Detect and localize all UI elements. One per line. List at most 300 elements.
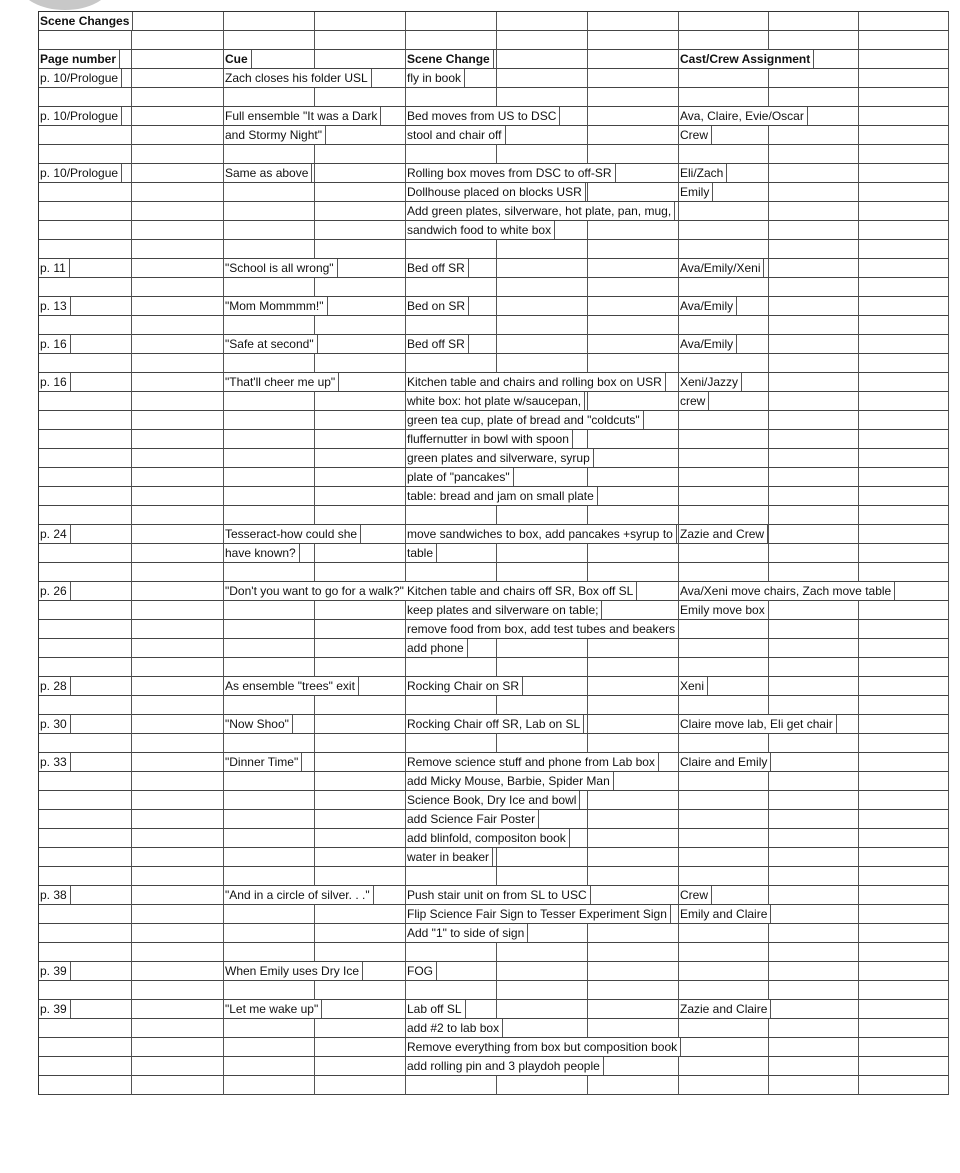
cell bbox=[679, 1076, 769, 1095]
cell bbox=[406, 240, 497, 259]
cell bbox=[39, 202, 132, 221]
cell bbox=[497, 145, 588, 164]
cell bbox=[224, 867, 315, 886]
cell bbox=[679, 772, 769, 791]
cell bbox=[679, 639, 769, 658]
page-number: p. 24 bbox=[40, 525, 71, 543]
cell bbox=[679, 981, 769, 1000]
cell bbox=[769, 221, 859, 240]
cell bbox=[588, 107, 679, 126]
title-row bbox=[39, 12, 949, 31]
cell bbox=[315, 468, 406, 487]
cell bbox=[39, 31, 132, 50]
cell bbox=[769, 126, 859, 145]
cell bbox=[315, 487, 406, 506]
cell bbox=[132, 981, 224, 1000]
blank-row bbox=[39, 145, 949, 164]
cell bbox=[224, 487, 315, 506]
cell bbox=[859, 772, 949, 791]
scene-change: Add green plates, silverware, hot plate, pan, mug, bbox=[407, 202, 675, 220]
cell bbox=[588, 544, 679, 563]
cell bbox=[39, 88, 132, 107]
cell bbox=[679, 88, 769, 107]
scene-change: move sandwiches to box, add pancakes +syrup to bbox=[407, 525, 677, 543]
cell bbox=[132, 126, 224, 145]
cell bbox=[859, 905, 949, 924]
cell bbox=[769, 316, 859, 335]
cell bbox=[224, 639, 315, 658]
crew-assignment: Emily move box bbox=[680, 601, 769, 619]
cell bbox=[859, 848, 949, 867]
cell bbox=[132, 487, 224, 506]
cell bbox=[406, 981, 497, 1000]
cell bbox=[39, 126, 132, 145]
cell bbox=[679, 620, 769, 639]
cell bbox=[132, 69, 224, 88]
page-number: p. 10/Prologue bbox=[40, 69, 122, 87]
blank-row bbox=[39, 316, 949, 335]
cell bbox=[224, 829, 315, 848]
cell bbox=[588, 848, 679, 867]
cell bbox=[769, 620, 859, 639]
table-row bbox=[39, 1000, 949, 1019]
cell bbox=[39, 734, 132, 753]
cell bbox=[132, 202, 224, 221]
cell bbox=[132, 107, 224, 126]
cell bbox=[39, 145, 132, 164]
cell bbox=[315, 563, 406, 582]
cell bbox=[859, 1000, 949, 1019]
cell bbox=[769, 259, 859, 278]
cell bbox=[769, 563, 859, 582]
cell bbox=[497, 88, 588, 107]
cell bbox=[224, 392, 315, 411]
cell bbox=[679, 468, 769, 487]
cell bbox=[406, 943, 497, 962]
cue: Full ensemble "It was a Dark bbox=[225, 107, 381, 125]
cell bbox=[679, 12, 769, 31]
cell bbox=[315, 297, 406, 316]
cell bbox=[406, 31, 497, 50]
scene-change: add rolling pin and 3 playdoh people bbox=[407, 1057, 604, 1075]
cell bbox=[679, 278, 769, 297]
cell bbox=[588, 506, 679, 525]
header-row bbox=[39, 50, 949, 69]
cell bbox=[859, 468, 949, 487]
cell bbox=[769, 392, 859, 411]
scene-change: Remove science stuff and phone from Lab box bbox=[407, 753, 659, 771]
cell bbox=[497, 335, 588, 354]
cell bbox=[224, 1057, 315, 1076]
cell bbox=[224, 278, 315, 297]
cell bbox=[224, 601, 315, 620]
cell bbox=[132, 582, 224, 601]
scene-change: Bed on SR bbox=[407, 297, 469, 315]
cell bbox=[132, 297, 224, 316]
table-row bbox=[39, 810, 949, 829]
cell bbox=[679, 316, 769, 335]
cell bbox=[497, 639, 588, 658]
cell bbox=[769, 354, 859, 373]
cell bbox=[224, 658, 315, 677]
cell bbox=[859, 1019, 949, 1038]
crew-assignment: crew bbox=[680, 392, 709, 410]
cell bbox=[588, 430, 679, 449]
cell bbox=[132, 772, 224, 791]
cell bbox=[39, 601, 132, 620]
cell bbox=[315, 354, 406, 373]
cell bbox=[859, 1076, 949, 1095]
cell bbox=[769, 848, 859, 867]
cell bbox=[224, 468, 315, 487]
scene-change: table: bread and jam on small plate bbox=[407, 487, 598, 505]
cell bbox=[224, 696, 315, 715]
cell bbox=[769, 506, 859, 525]
cell bbox=[315, 753, 406, 772]
cell bbox=[132, 392, 224, 411]
cell bbox=[497, 943, 588, 962]
cell bbox=[769, 69, 859, 88]
cell bbox=[769, 202, 859, 221]
cell bbox=[769, 753, 859, 772]
table-row bbox=[39, 905, 949, 924]
cell bbox=[224, 791, 315, 810]
table-row bbox=[39, 221, 949, 240]
cell bbox=[315, 639, 406, 658]
cell bbox=[859, 563, 949, 582]
cell bbox=[132, 1076, 224, 1095]
cell bbox=[859, 297, 949, 316]
cell bbox=[315, 696, 406, 715]
table-row bbox=[39, 411, 949, 430]
cell bbox=[588, 335, 679, 354]
table-row bbox=[39, 544, 949, 563]
crew-assignment: Emily bbox=[680, 183, 713, 201]
table-row bbox=[39, 373, 949, 392]
cell bbox=[588, 449, 679, 468]
cell bbox=[588, 677, 679, 696]
cell bbox=[315, 943, 406, 962]
cell bbox=[224, 1038, 315, 1057]
cell bbox=[132, 1038, 224, 1057]
cell bbox=[315, 12, 406, 31]
cell bbox=[769, 1076, 859, 1095]
table-row bbox=[39, 202, 949, 221]
page-number: p. 30 bbox=[40, 715, 71, 733]
cell bbox=[679, 449, 769, 468]
cell bbox=[315, 392, 406, 411]
scene-change: green plates and silverware, syrup bbox=[407, 449, 594, 467]
cell bbox=[769, 943, 859, 962]
cell bbox=[769, 1019, 859, 1038]
table-row bbox=[39, 164, 949, 183]
cell bbox=[224, 354, 315, 373]
cell bbox=[588, 240, 679, 259]
cell bbox=[859, 31, 949, 50]
crew-assignment: Cast/Crew Assignment bbox=[680, 50, 814, 68]
cell bbox=[859, 183, 949, 202]
cell bbox=[497, 563, 588, 582]
table-row bbox=[39, 639, 949, 658]
scene-change: Rolling box moves from DSC to off-SR bbox=[407, 164, 616, 182]
table-row bbox=[39, 677, 949, 696]
cell bbox=[679, 696, 769, 715]
cell bbox=[315, 905, 406, 924]
cell bbox=[315, 316, 406, 335]
scene-change: Dollhouse placed on blocks USR bbox=[407, 183, 586, 201]
cell bbox=[497, 1019, 588, 1038]
cue: "That'll cheer me up" bbox=[225, 373, 339, 391]
cell bbox=[588, 696, 679, 715]
cell bbox=[132, 905, 224, 924]
cell bbox=[132, 506, 224, 525]
blank-row bbox=[39, 1076, 949, 1095]
cell bbox=[132, 449, 224, 468]
cell bbox=[315, 1000, 406, 1019]
cell bbox=[497, 867, 588, 886]
cell bbox=[769, 1038, 859, 1057]
cell bbox=[132, 468, 224, 487]
cell bbox=[588, 259, 679, 278]
blank-row bbox=[39, 563, 949, 582]
cue: have known? bbox=[225, 544, 300, 562]
cell bbox=[315, 145, 406, 164]
cell bbox=[224, 316, 315, 335]
cell bbox=[315, 506, 406, 525]
table-row bbox=[39, 582, 949, 601]
cell bbox=[859, 1057, 949, 1076]
scene-changes-sheet bbox=[38, 11, 949, 1095]
cell bbox=[859, 943, 949, 962]
crew-assignment: Ava/Emily bbox=[680, 297, 737, 315]
cell bbox=[679, 1019, 769, 1038]
blank-row bbox=[39, 31, 949, 50]
scene-change: table bbox=[407, 544, 437, 562]
cell bbox=[224, 905, 315, 924]
cell bbox=[859, 373, 949, 392]
cell bbox=[315, 810, 406, 829]
cell bbox=[769, 791, 859, 810]
cell bbox=[39, 867, 132, 886]
cell bbox=[132, 335, 224, 354]
page-number: p. 11 bbox=[40, 259, 70, 277]
cell bbox=[132, 430, 224, 449]
cell bbox=[679, 867, 769, 886]
cell bbox=[588, 354, 679, 373]
cell bbox=[132, 639, 224, 658]
table-row bbox=[39, 69, 949, 88]
cell bbox=[315, 278, 406, 297]
cell bbox=[679, 924, 769, 943]
cell bbox=[588, 791, 679, 810]
cell bbox=[132, 145, 224, 164]
cell bbox=[132, 31, 224, 50]
cell bbox=[406, 145, 497, 164]
cell bbox=[859, 962, 949, 981]
cell bbox=[39, 1038, 132, 1057]
cell bbox=[39, 1057, 132, 1076]
cell bbox=[224, 563, 315, 582]
table-row bbox=[39, 107, 949, 126]
cell bbox=[224, 240, 315, 259]
cell bbox=[769, 905, 859, 924]
cell bbox=[132, 164, 224, 183]
cell bbox=[39, 449, 132, 468]
cell bbox=[588, 867, 679, 886]
table-row bbox=[39, 183, 949, 202]
scene-change: Kitchen table and chairs off SR, Box off SL bbox=[407, 582, 637, 600]
cell bbox=[769, 183, 859, 202]
cell bbox=[315, 88, 406, 107]
cell bbox=[224, 145, 315, 164]
cell bbox=[859, 202, 949, 221]
cell bbox=[588, 563, 679, 582]
cell bbox=[769, 829, 859, 848]
table-row bbox=[39, 962, 949, 981]
cell bbox=[588, 943, 679, 962]
cell bbox=[315, 1019, 406, 1038]
cell bbox=[39, 658, 132, 677]
cell bbox=[497, 1076, 588, 1095]
cell bbox=[132, 791, 224, 810]
cell bbox=[769, 1000, 859, 1019]
cell bbox=[859, 126, 949, 145]
cell bbox=[315, 848, 406, 867]
cell bbox=[39, 924, 132, 943]
cell bbox=[224, 411, 315, 430]
cell bbox=[132, 411, 224, 430]
cell bbox=[588, 88, 679, 107]
scene-change: Add "1" to side of sign bbox=[407, 924, 528, 942]
cell bbox=[769, 810, 859, 829]
cell bbox=[679, 791, 769, 810]
cell bbox=[315, 449, 406, 468]
cell bbox=[132, 848, 224, 867]
cell bbox=[497, 69, 588, 88]
crew-assignment: Zazie and Claire bbox=[680, 1000, 771, 1018]
cell bbox=[859, 145, 949, 164]
cell bbox=[769, 297, 859, 316]
cell bbox=[224, 31, 315, 50]
crew-assignment: Eli/Zach bbox=[680, 164, 727, 182]
cue: Tesseract-how could she bbox=[225, 525, 361, 543]
cell bbox=[224, 183, 315, 202]
cell bbox=[315, 164, 406, 183]
scene-change: Bed moves from US to DSC bbox=[407, 107, 560, 125]
table-row bbox=[39, 392, 949, 411]
cell bbox=[679, 658, 769, 677]
cell bbox=[497, 848, 588, 867]
cell bbox=[406, 563, 497, 582]
cell bbox=[406, 354, 497, 373]
cell bbox=[679, 943, 769, 962]
cell bbox=[859, 392, 949, 411]
cell bbox=[859, 411, 949, 430]
cell bbox=[132, 183, 224, 202]
cell bbox=[406, 12, 497, 31]
cell bbox=[39, 487, 132, 506]
cell bbox=[406, 278, 497, 297]
blank-row bbox=[39, 867, 949, 886]
cell bbox=[769, 601, 859, 620]
cell bbox=[859, 791, 949, 810]
cell bbox=[497, 126, 588, 145]
page-number: p. 33 bbox=[40, 753, 71, 771]
cue: "And in a circle of silver. . ." bbox=[225, 886, 374, 904]
table-row bbox=[39, 601, 949, 620]
crew-assignment: Ava/Emily/Xeni bbox=[680, 259, 764, 277]
cell bbox=[497, 734, 588, 753]
scene-change: Bed off SR bbox=[407, 335, 469, 353]
cell bbox=[588, 297, 679, 316]
cell bbox=[132, 88, 224, 107]
cell bbox=[132, 50, 224, 69]
cell bbox=[315, 658, 406, 677]
cell bbox=[132, 240, 224, 259]
cell bbox=[588, 145, 679, 164]
cell bbox=[39, 411, 132, 430]
cell bbox=[39, 240, 132, 259]
blank-row bbox=[39, 354, 949, 373]
cell bbox=[132, 278, 224, 297]
page-number: Page number bbox=[40, 50, 120, 68]
scene-change: keep plates and silverware on table; bbox=[407, 601, 602, 619]
cell bbox=[497, 50, 588, 69]
table-row bbox=[39, 259, 949, 278]
cell bbox=[315, 620, 406, 639]
crew-assignment: Crew bbox=[680, 886, 712, 904]
scene-change: FOG bbox=[407, 962, 437, 980]
table-row bbox=[39, 886, 949, 905]
cell bbox=[39, 848, 132, 867]
cell bbox=[315, 202, 406, 221]
cell bbox=[39, 278, 132, 297]
cell bbox=[859, 886, 949, 905]
cue: "Safe at second" bbox=[225, 335, 318, 353]
cell bbox=[132, 525, 224, 544]
cell bbox=[859, 335, 949, 354]
cell bbox=[39, 1076, 132, 1095]
cell bbox=[406, 696, 497, 715]
cell bbox=[406, 867, 497, 886]
cell bbox=[497, 354, 588, 373]
cell bbox=[315, 31, 406, 50]
cell bbox=[769, 886, 859, 905]
page-number: p. 38 bbox=[40, 886, 71, 904]
cell bbox=[315, 335, 406, 354]
cue: "Dinner Time" bbox=[225, 753, 302, 771]
cell bbox=[315, 734, 406, 753]
cell bbox=[132, 829, 224, 848]
cell bbox=[679, 430, 769, 449]
page-number: p. 39 bbox=[40, 1000, 71, 1018]
cell bbox=[859, 278, 949, 297]
cell bbox=[859, 715, 949, 734]
cell bbox=[132, 886, 224, 905]
cell bbox=[769, 981, 859, 1000]
cell bbox=[39, 791, 132, 810]
cell bbox=[588, 1076, 679, 1095]
cell bbox=[315, 50, 406, 69]
cell bbox=[497, 316, 588, 335]
cell bbox=[39, 810, 132, 829]
cell bbox=[859, 487, 949, 506]
cell bbox=[406, 88, 497, 107]
cell bbox=[588, 829, 679, 848]
table-row bbox=[39, 715, 949, 734]
cell bbox=[39, 772, 132, 791]
cell bbox=[679, 848, 769, 867]
